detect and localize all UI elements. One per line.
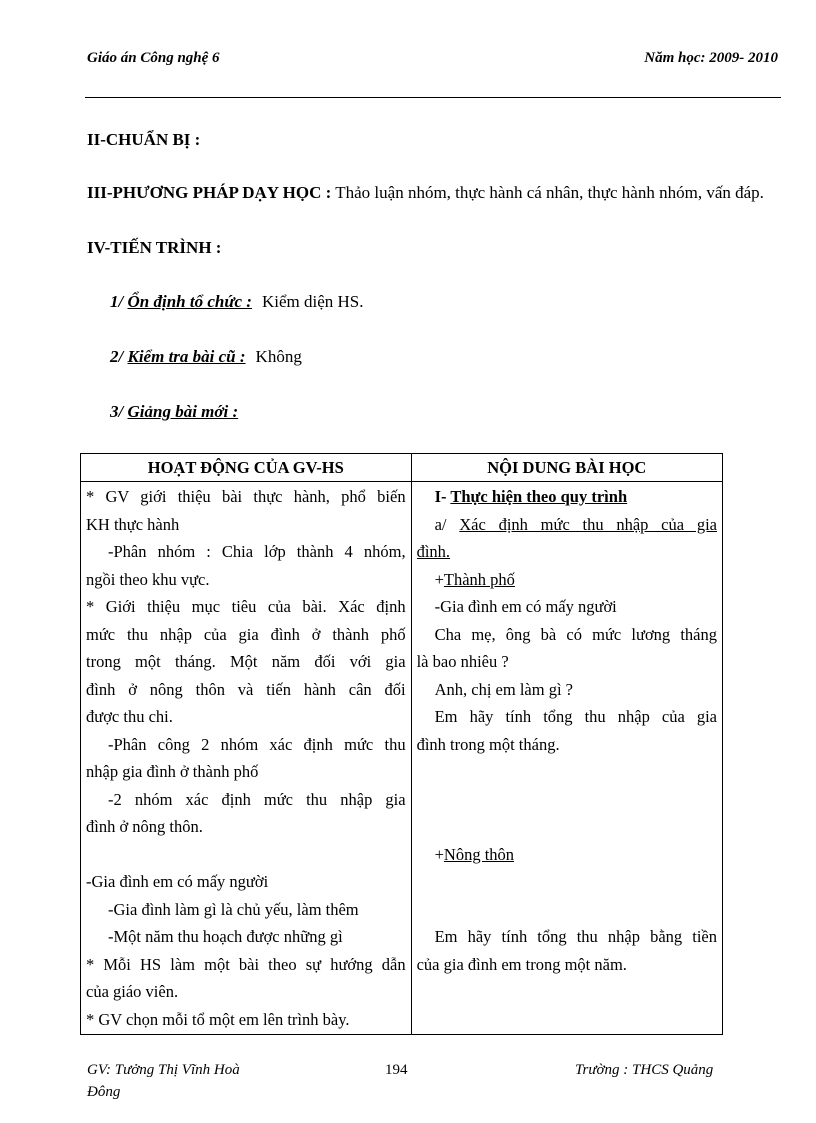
- content-line: [417, 648, 717, 676]
- lesson-table: [80, 453, 723, 1035]
- step-1-value: Kiểm diện HS.: [261, 292, 364, 311]
- activity-line: -Một năm thu hoạch được những gì: [108, 927, 343, 946]
- content-line: [417, 566, 717, 594]
- footer-page-number: 194: [385, 1062, 408, 1078]
- activity-line: * Giới thiệu mục tiêu của bài. Xác định: [86, 597, 406, 616]
- activity-line: ngồi theo khu vực.: [86, 569, 210, 589]
- activity-line: mức thu nhập của gia đình ở thành phố: [86, 624, 406, 644]
- content-cell: [411, 482, 722, 1035]
- step-1-label: 1/ Ổn định tổ chức :: [110, 292, 252, 311]
- step-2-value: Không: [255, 347, 302, 366]
- content-line: [417, 978, 717, 1006]
- content-line-text: đình trong một tháng.: [416, 734, 560, 754]
- activity-line: * GV giới thiệu bài thực hành, phổ biến: [86, 487, 406, 506]
- footer-school: Trường : THCS Quảng: [575, 1062, 714, 1078]
- activity-line: được thu chi.: [86, 707, 173, 726]
- table-body-row: [81, 482, 723, 1035]
- content-line-text: là bao nhiêu ?: [416, 652, 509, 671]
- activity-line: đình ở nông thôn và tiến hành cân đối: [86, 679, 406, 699]
- content-line: [417, 1006, 717, 1034]
- content-line-text: Thành phố: [443, 569, 515, 589]
- activity-line: * Mỗi HS làm một bài theo sự hướng dẫn: [86, 954, 406, 974]
- step-2: [110, 347, 302, 367]
- content-line-text: Em hãy tính tổng thu nhập bằng tiền: [434, 927, 717, 946]
- activity-line: nhập gia đình ở thành phố: [86, 762, 259, 781]
- content-line: [417, 841, 717, 869]
- content-line-prefix: +: [434, 569, 444, 589]
- section-methods-title: III-PHƯƠNG PHÁP DẠY HỌC :: [87, 183, 332, 202]
- activity-line: KH thực hành: [86, 514, 180, 534]
- content-line: [417, 758, 717, 786]
- header-content: NỘI DUNG BÀI HỌC: [411, 454, 722, 482]
- step-3-label: 3/ Giảng bài mới :: [110, 402, 239, 421]
- header-school-year: Năm học: 2009- 2010: [644, 50, 778, 66]
- content-line-text: -Gia đình em có mấy người: [434, 597, 617, 616]
- section-process: IV-TIẾN TRÌNH :: [87, 238, 222, 257]
- activity-line: -Phân nhóm : Chia lớp thành 4 nhóm,: [108, 542, 406, 561]
- content-line-text: Xác định mức thu nhập của gia: [459, 514, 717, 534]
- content-line: [417, 703, 717, 731]
- activity-line: [86, 841, 406, 869]
- content-line-prefix: I-: [434, 487, 451, 506]
- header-subject: Giáo án Công nghệ 6: [87, 50, 220, 66]
- content-line: [417, 593, 717, 621]
- content-line: [417, 868, 717, 896]
- content-line: [417, 621, 717, 649]
- content-line: [417, 676, 717, 704]
- activity-line: -2 nhóm xác định mức thu nhập gia: [108, 789, 406, 809]
- activity-line: * GV chọn mỗi tổ một em lên trình bày.: [86, 1009, 350, 1029]
- content-line-text: đình.: [416, 542, 451, 561]
- content-line: [417, 813, 717, 841]
- content-line-text: Anh, chị em làm gì ?: [434, 679, 573, 699]
- step-3: [110, 402, 238, 422]
- table-header-row: [81, 454, 723, 482]
- activity-line: đình ở nông thôn.: [86, 817, 203, 836]
- section-methods: [87, 179, 779, 206]
- content-line: [417, 511, 717, 539]
- content-line-text: của gia đình em trong một năm.: [416, 954, 627, 974]
- activity-line: -Phân công 2 nhóm xác định mức thu: [108, 734, 406, 754]
- content-line-text: Cha mẹ, ông bà có mức lương tháng: [434, 624, 717, 644]
- activities-cell: [81, 482, 412, 1035]
- content-line: [417, 923, 717, 951]
- section-preparation: II-CHUẨN BỊ :: [87, 130, 201, 149]
- content-line: [417, 951, 717, 979]
- content-line-text: Thực hiện theo quy trình: [450, 487, 628, 506]
- content-line: [417, 538, 717, 566]
- content-line-text: Nông thôn: [443, 844, 515, 864]
- content-line-prefix: +: [434, 844, 444, 864]
- step-1: [110, 292, 364, 312]
- section-methods-text: Thảo luận nhóm, thực hành cá nhân, thực hành nhóm, vấn đáp.: [331, 183, 764, 202]
- footer-teacher: GV: Tưởng Thị Vĩnh Hoà: [87, 1062, 240, 1078]
- activity-line: của giáo viên.: [86, 982, 179, 1001]
- content-line: [417, 731, 717, 759]
- activity-line: -Gia đình em có mấy người: [86, 872, 269, 891]
- step-2-label: 2/ Kiểm tra bài cũ :: [110, 347, 246, 366]
- activity-line: trong một tháng. Một năm đối với gia: [86, 652, 406, 671]
- content-line: [417, 896, 717, 924]
- content-line-prefix: a/: [434, 514, 460, 534]
- footer-teacher-cont: Đông: [87, 1084, 121, 1100]
- header-activities: HOẠT ĐỘNG CỦA GV-HS: [81, 454, 412, 482]
- content-line-text: Em hãy tính tổng thu nhập của gia: [434, 707, 717, 726]
- content-line: [417, 786, 717, 814]
- content-line: [417, 483, 717, 511]
- activity-line: -Gia đình làm gì là chủ yếu, làm thêm: [108, 899, 359, 919]
- header-divider: [85, 97, 781, 98]
